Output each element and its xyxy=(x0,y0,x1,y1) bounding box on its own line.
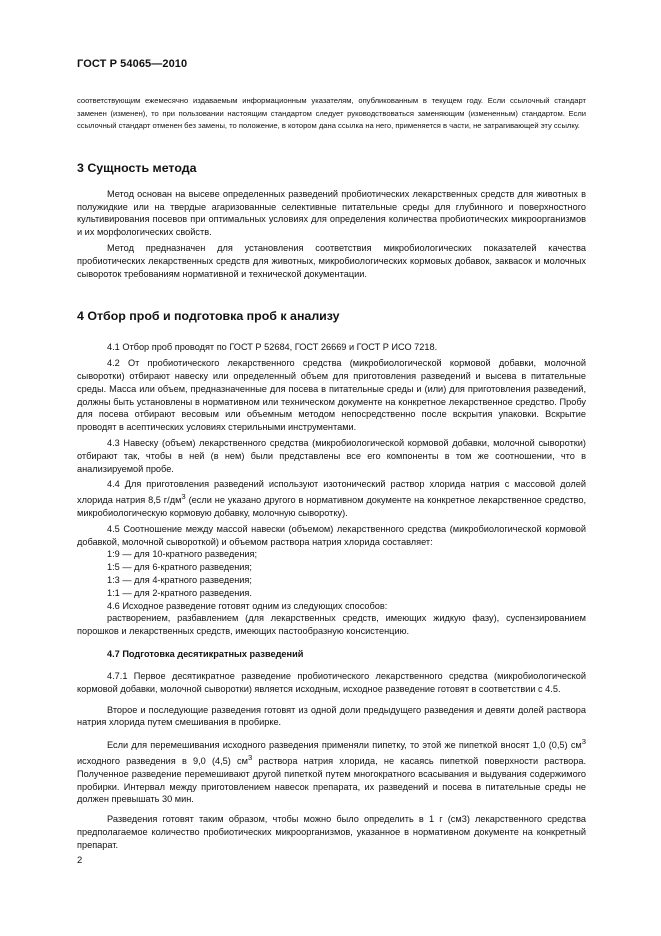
paragraph-4-6: 4.6 Исходное разведение готовят одним из следующих способов: xyxy=(107,600,388,611)
paragraph: Разведения готовят таким образом, чтобы можно было определить в 1 г (см3) лекарственного средства предполагаемое количество пробиотических микроорганизмов, указанное в нормативном документе на конкретный препарат. xyxy=(77,814,586,850)
paragraph-4-1: 4.1 Отбор проб проводят по ГОСТ Р 52684, ГОСТ 26669 и ГОСТ Р ИСО 7218. xyxy=(107,342,438,353)
paragraph-4-6-methods: растворением, разбавлением (для лекарственных средств, имеющих жидкую фазу), суспензированием порошков и лекарственных средств, имеющих пастообразную консистенцию. xyxy=(77,613,586,637)
superscript: 3 xyxy=(247,753,253,762)
intro-note xyxy=(77,95,586,133)
section-3-title: 3 Сущность метода xyxy=(77,160,197,175)
text-part: Если для перемешивания исходного разведения применяли пипетку, то этой же пипеткой вносят 1,0 (0,5) см xyxy=(107,740,582,751)
paragraph-4-4 xyxy=(77,478,586,519)
paragraph-4-2: 4.2 От пробиотического лекарственного средства (микробиологической кормовой добавки, молочной сыворотки) отбирают навеску или определенный объем для приготовления разведений и высева в питательные среды. Масса или объем, предназначенные для посева в питательные среды и (или) для приготовления разведений, должны быть установлены в нормативном или техническом документе на конкретное лекарственное средство. Пробу для посева отбирают весовым или объемным методом непосредственно после вскрытия упаковки. Вскрытие проводят в асептических условиях стерильными инструментами. xyxy=(77,358,586,433)
superscript: 3 xyxy=(581,737,586,747)
paragraph-4-3: 4.3 Навеску (объем) лекарственного средства (микробиологической кормовой добавки, молочной сыворотки) отбирают так, чтобы в ней (в нем) были представлены все его компоненты в том же соотношении, что в анализируемой пробе. xyxy=(77,437,586,474)
text-part: 4.4 Для приготовления разведений используют изотонический раствор хлорида натрия с массовой долей хлорида натрия 8,5 г/дм xyxy=(77,479,586,506)
ratio-item: 1:3 — для 4-кратного разведения; xyxy=(107,574,252,585)
paragraph-4-5: 4.5 Соотношение между массой навески (объемом) лекарственного средства (микробиологической кормовой добавкой, молочной сывороткой) и объемом раствора натрия хлорида составляет: xyxy=(77,523,586,547)
page-number: 2 xyxy=(77,855,83,866)
superscript: 3 xyxy=(181,492,186,502)
text-part: исходного разведения в 9,0 (4,5) см xyxy=(77,756,248,767)
paragraph-4-7-1: 4.7.1 Первое десятикратное разведение пробиотического лекарственного средства (микробиологической кормовой добавки, молочной сыворотки) является исходным, исходное разведение готовят в соответствии с 4.5. xyxy=(77,670,586,694)
text-part: раствора натрия хлорида, не касаясь пипеткой поверхности раствора. Полученное разведение перемешивают другой пипеткой путем многократного всасывания и выдувания содержимого пробирки. Интервал между приготовлением навесок препарата, их разведений и посева в питательные среды не должен превышать 30 мин. xyxy=(77,756,586,805)
subsection-4-7-title: 4.7 Подготовка десятикратных разведений xyxy=(107,648,304,659)
intro-paragraph: соответствующим ежемесячно издаваемым информационным указателям, опубликованным в текущем году. Если ссылочный стандарт заменен (изменен), то при пользовании настоящим стандартом следует руководствоваться заменяющим (измененным) стандартом. Если ссылочный стандарт отменен без замены, то положение, в котором дана ссылка на него, применяется в части, не затрагивающей эту ссылку. xyxy=(77,96,586,131)
ratio-item: 1:1 — для 2-кратного разведения. xyxy=(107,587,252,598)
section-4-title: 4 Отбор проб и подготовка проб к анализу xyxy=(77,309,340,324)
text-part: (если не указано другого в нормативном документе на конкретное лекарственное средство, микробиологическую кормовую добавку, молочную сыворотку). xyxy=(77,495,586,518)
page-content xyxy=(77,95,586,852)
paragraph: Метод предназначен для установления соответствия микробиологических показателей качества пробиотических лекарственных средств для животных, микробиологических кормовых добавок, заквасок и молочных сывороток требованиям нормативной и технической документации. xyxy=(77,242,586,279)
ratio-item: 1:9 — для 10-кратного разведения; xyxy=(107,549,258,560)
document-code: ГОСТ Р 54065—2010 xyxy=(77,58,188,70)
ratio-item: 1:5 — для 6-кратного разведения; xyxy=(107,562,252,573)
paragraph xyxy=(77,736,586,806)
paragraph: Второе и последующие разведения готовят из одной доли предыдущего разведения и девяти долей раствора натрия хлорида путем смешивания в пробирке. xyxy=(77,704,586,728)
paragraph: Метод основан на высеве определенных разведений пробиотических лекарственных средств для животных в полужидкие или на твердые агаризованные селективные питательные среды для глубинного и поверхностного культивирования посевов при оптимальных условиях для определения количества пробиотических микроорганизмов и их морфологических свойств. xyxy=(77,188,586,238)
